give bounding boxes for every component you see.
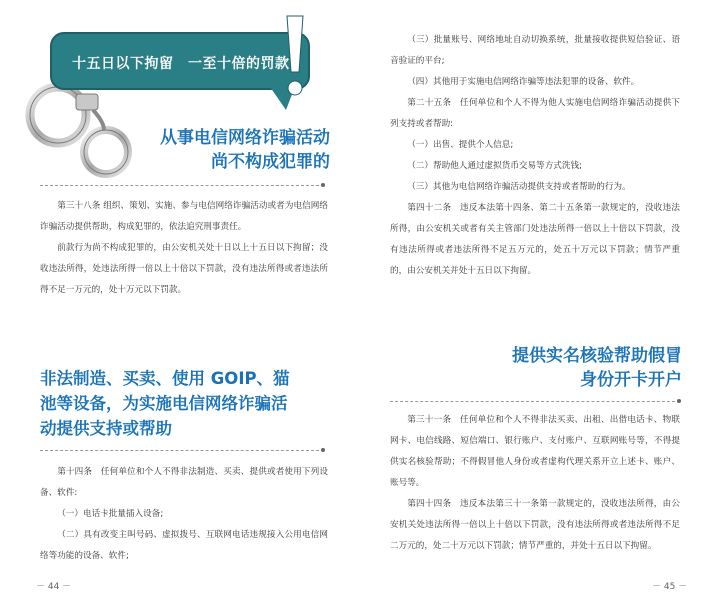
paragraph: （一）电话卡批量插入设备; — [57, 509, 164, 519]
page-number: － 44 － — [36, 582, 72, 592]
paragraph: 第三十八条 组织、策划、实施、参与电信网络诈骗活动或者为电信网络诈骗活动提供帮助，构成犯罪的，依法追究刑事责任。 — [40, 201, 328, 232]
divider — [40, 450, 324, 451]
section3-title-line: 身份开卡开户 — [580, 370, 682, 390]
banner — [50, 32, 310, 90]
paragraph: 第四十二条 违反本法第十四条、第二十五条第一款规定的，没收违法所得，由公安机关或者有关主管部门处违法所得一倍以上十倍以下罚款，没有违法所得或者违法所得不足五万元的，处五十万元以下罚款；情节严重的，由公安机关并处十五日以下拘留。 — [390, 203, 680, 276]
paragraph: （四）其他用于实施电信网络诈骗等违法犯罪的设备、软件。 — [407, 77, 640, 87]
paragraph: （二）帮助他人通过虚拟货币交易等方式洗钱; — [407, 161, 582, 171]
section3-body — [390, 410, 680, 557]
section1-title-line: 从事电信网络诈骗活动 — [160, 128, 330, 148]
paragraph: 第十四条 任何单位和个人不得非法制造、买卖、提供或者使用下列设备、软件: — [40, 467, 328, 498]
paragraph: 第三十一条 任何单位和个人不得非法买卖、出租、出借电话卡、物联网卡、电信线路、短信端口、银行账户、支付账户、互联网账号等，不得提供实名核验帮助；不得假冒他人身份或者虚构代理关系开立上述卡、账户、账号等。 — [390, 415, 680, 488]
right-page — [358, 0, 716, 611]
section1-body — [40, 196, 328, 301]
section3-title-line: 提供实名核验帮助假冒 — [512, 346, 682, 366]
paragraph: （三）其他为电信网络诈骗活动提供支持或者帮助的行为。 — [407, 182, 631, 192]
section3-title — [438, 344, 682, 392]
paragraph: 第四十四条 违反本法第三十一条第一款规定的，没收违法所得，由公安机关处违法所得一倍以上十倍以下罚款，没有违法所得或者违法所得不足二万元的，处二十万元以下罚款；情节严重的，并处十五日以下拘留。 — [390, 499, 680, 551]
banner-title: 十五日以下拘留 一至十倍的罚款 — [72, 56, 290, 72]
paragraph: （二）具有改变主叫号码、虚拟拨号、互联网电话违规接入公用电信网络等功能的设备、软件; — [40, 530, 328, 561]
section1-title-line: 尚不构成犯罪的 — [211, 152, 330, 172]
section2-title — [40, 366, 340, 441]
divider — [390, 401, 680, 402]
paragraph: 前款行为尚不构成犯罪的，由公安机关处十日以上十五日以下拘留；没收违法所得，处违法所得一倍以上十倍以下罚款，没有违法所得或者违法所得不足一万元的，处十万元以下罚款。 — [40, 243, 328, 295]
top-body — [390, 30, 680, 282]
paragraph: （一）出售、提供个人信息; — [407, 140, 514, 150]
section2-body — [40, 462, 328, 567]
paragraph: 第二十五条 任何单位和个人不得为他人实施电信网络诈骗活动提供下列支持或者帮助: — [390, 98, 680, 129]
divider — [40, 185, 324, 186]
page-number: － 45 － — [652, 582, 688, 592]
section2-title-line: 池等设备，为实施电信网络诈骗活 — [40, 394, 288, 413]
section2-title-line: 非法制造、买卖、使用 GOIP、猫 — [40, 369, 290, 388]
section2-title-line: 动提供支持或帮助 — [40, 419, 172, 438]
paragraph: （三）批量账号、网络地址自动切换系统，批量接收提供短信验证、语音验证的平台; — [390, 35, 680, 66]
section1-title — [120, 126, 330, 174]
exclamation-icon — [275, 10, 315, 110]
